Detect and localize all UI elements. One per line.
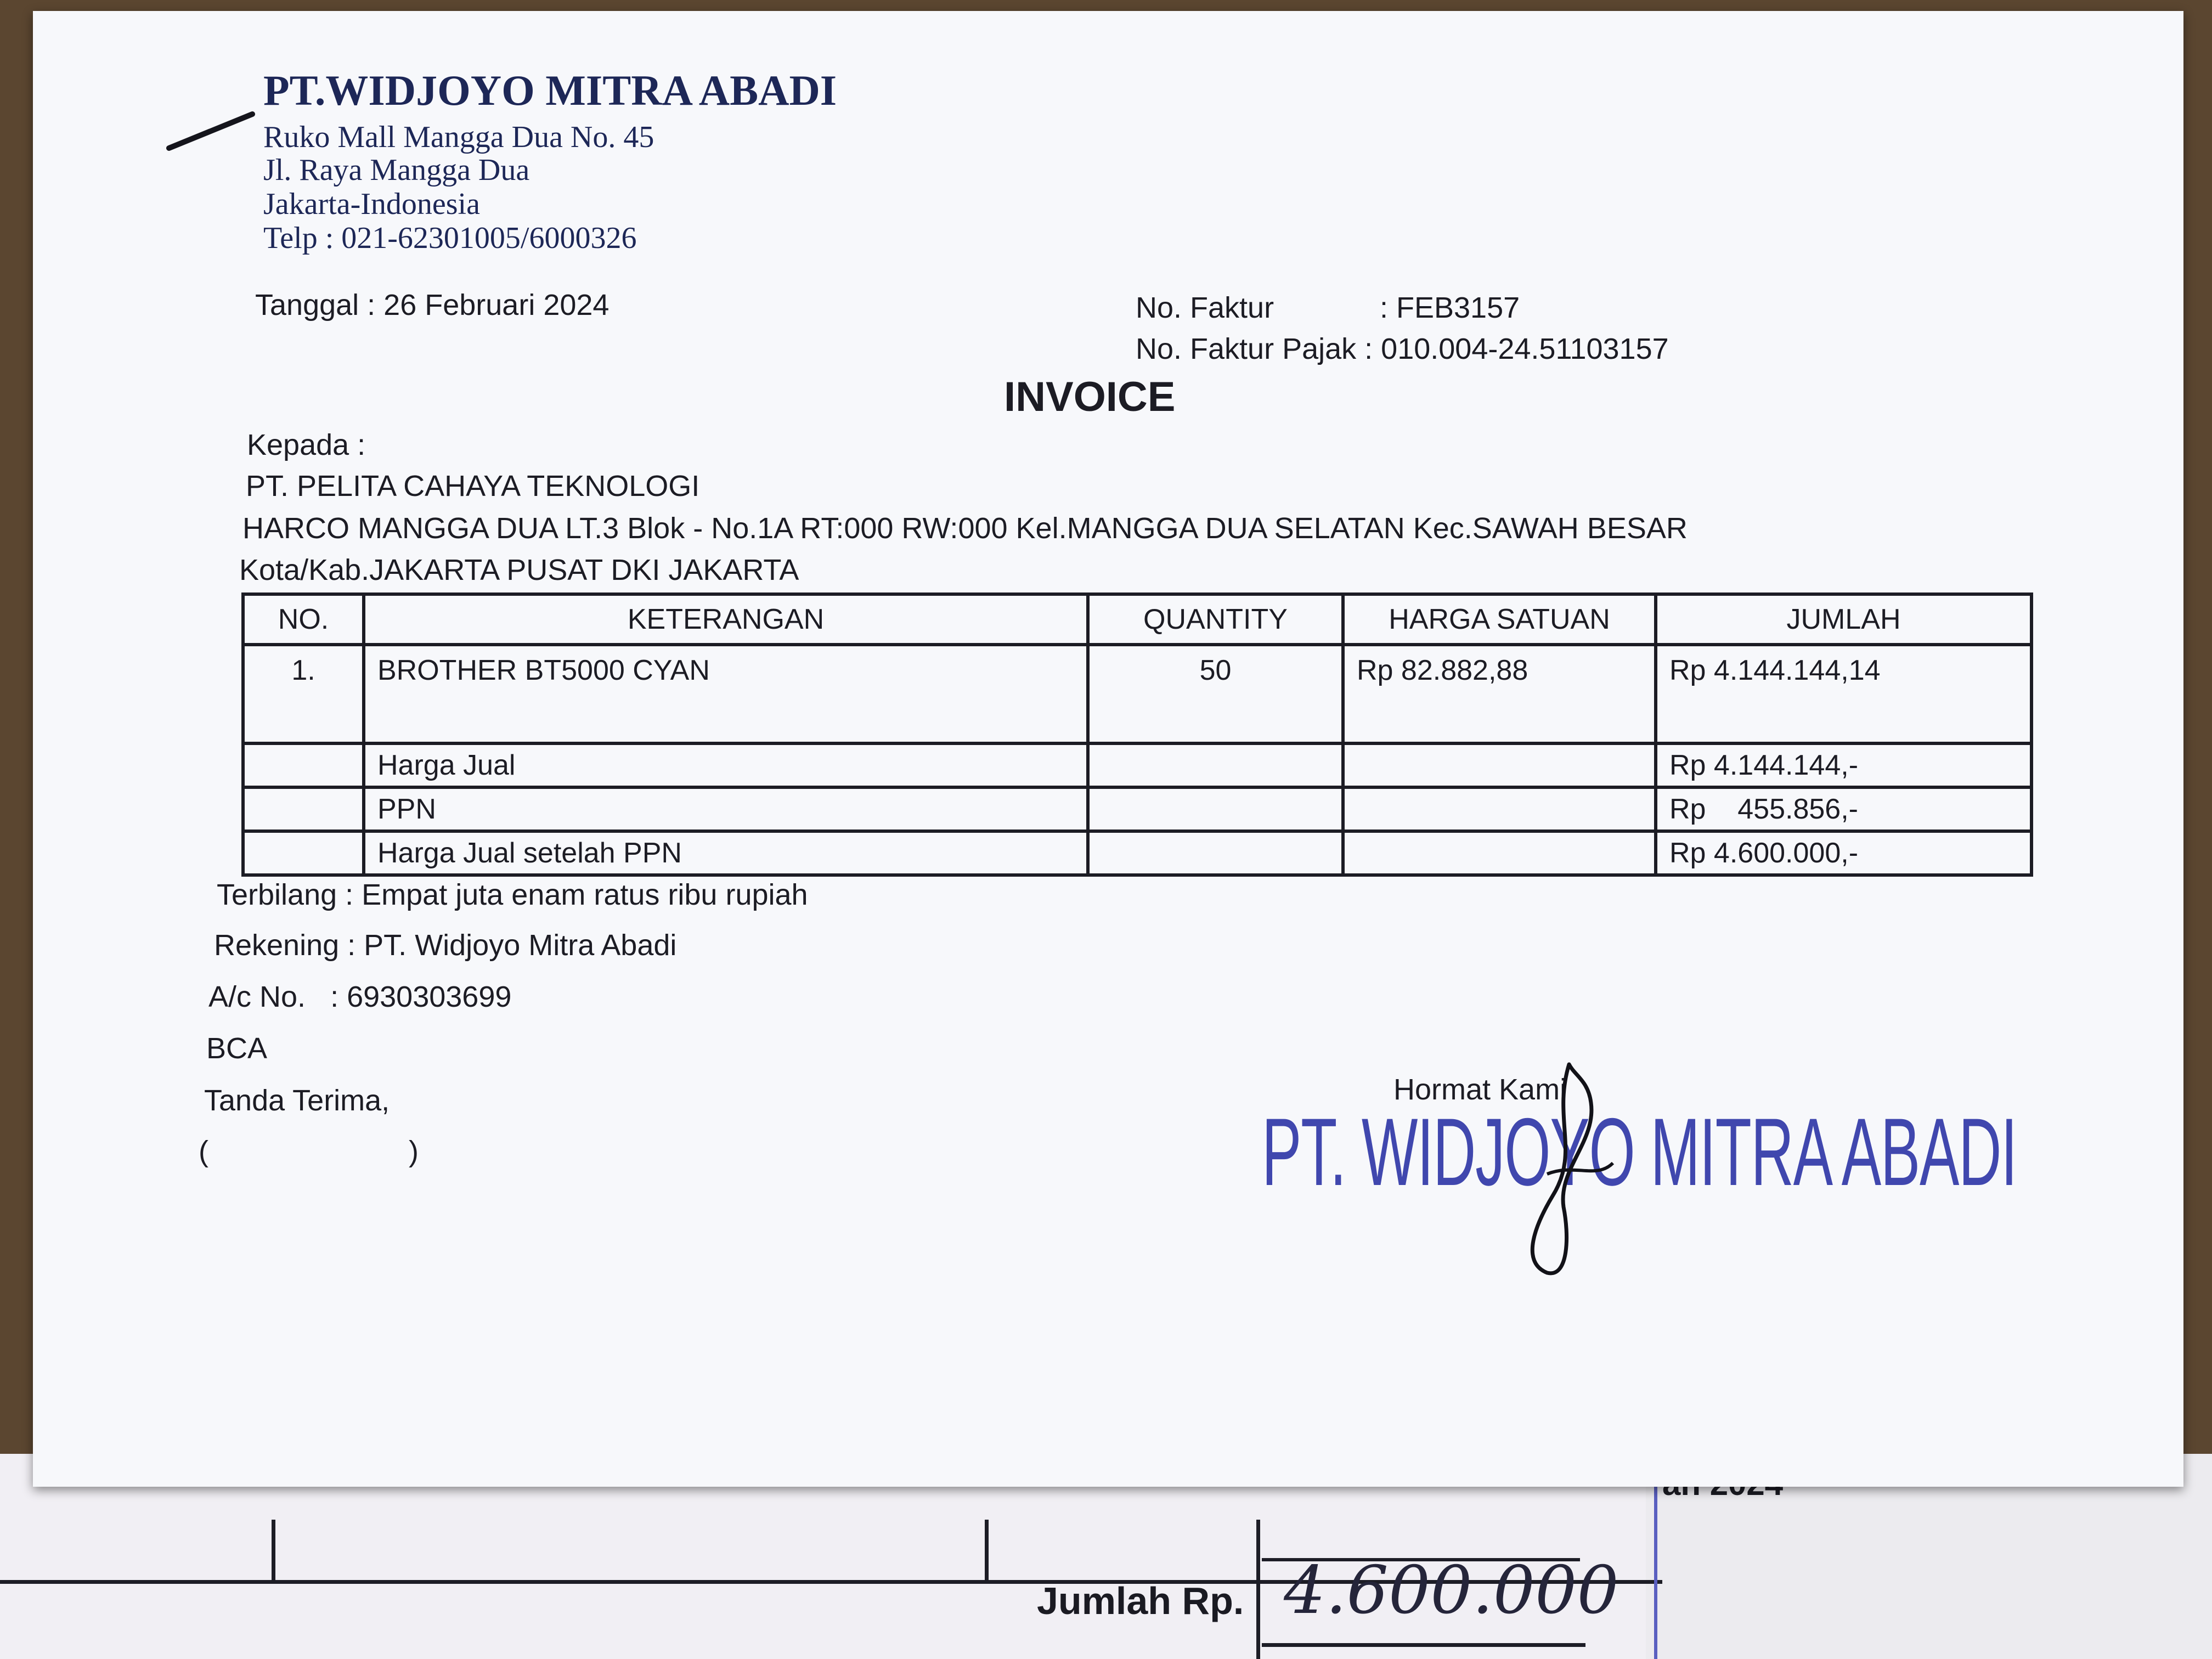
- company-address-line: Jakarta-Indonesia: [263, 187, 480, 221]
- company-address-line: Jl. Raya Mangga Dua: [263, 153, 530, 187]
- invoice-paper: [33, 11, 2183, 1487]
- summary-amount: Rp 4.144.144,-: [1656, 743, 2032, 787]
- summary-label: Harga Jual setelah PPN: [364, 831, 1088, 875]
- form-line: [272, 1520, 275, 1583]
- summary-amount: Rp 4.600.000,-: [1656, 831, 2032, 875]
- item-description: BROTHER BT5000 CYAN: [364, 645, 1088, 743]
- faktur-pajak: No. Faktur Pajak : 010.004-24.51103157: [1136, 332, 1669, 365]
- jumlah-handwritten-value: 4.600.000: [1284, 1553, 1619, 1629]
- signature-icon: [1487, 1053, 1651, 1284]
- summary-row: [243, 831, 2032, 875]
- account-number: A/c No. : 6930303699: [208, 980, 512, 1013]
- invoice-title: INVOICE: [1004, 374, 1176, 420]
- item-quantity: 50: [1088, 645, 1343, 743]
- recipient-name: PT. PELITA CAHAYA TEKNOLOGI: [246, 470, 700, 503]
- faktur-number: : FEB3157: [1380, 291, 1520, 324]
- form-line: [1262, 1643, 1585, 1647]
- company-name: PT.WIDJOYO MITRA ABADI: [263, 66, 837, 114]
- item-no: 1.: [243, 645, 364, 743]
- recipient-city: Kota/Kab.JAKARTA PUSAT DKI JAKARTA: [239, 554, 799, 586]
- signature-bracket-open: (: [199, 1135, 208, 1168]
- column-header: JUMLAH: [1656, 594, 2032, 645]
- form-line: [985, 1520, 989, 1583]
- column-header: HARGA SATUAN: [1343, 594, 1656, 645]
- recipient-address: HARCO MANGGA DUA LT.3 Blok - No.1A RT:000 RW:000 Kel.MANGGA DUA SELATAN Kec.SAWAH BESAR: [242, 512, 1688, 545]
- terbilang-text: Terbilang : Empat juta enam ratus ribu rupiah: [217, 878, 808, 911]
- item-unit-price: Rp 82.882,88: [1343, 645, 1656, 743]
- summary-label: PPN: [364, 787, 1088, 831]
- table-row: [243, 645, 2032, 743]
- summary-amount: Rp 455.856,-: [1656, 787, 2032, 831]
- form-line: [1256, 1520, 1260, 1659]
- bank-name: BCA: [206, 1032, 268, 1065]
- rekening-text: Rekening : PT. Widjoyo Mitra Abadi: [214, 929, 677, 962]
- company-phone: Telp : 021-62301005/6000326: [263, 221, 637, 255]
- summary-row: [243, 743, 2032, 787]
- table-header-row: [243, 594, 2032, 645]
- summary-row: [243, 787, 2032, 831]
- item-amount: Rp 4.144.144,14: [1656, 645, 2032, 743]
- recipient-label: Kepada :: [247, 428, 366, 461]
- jumlah-label: Jumlah Rp.: [1037, 1579, 1244, 1622]
- pen-mark-icon: [165, 110, 258, 154]
- invoice-table: [241, 592, 2033, 877]
- column-header: KETERANGAN: [364, 594, 1088, 645]
- form-line: [1654, 1476, 1657, 1659]
- hormat-kami-label: Hormat Kami: [1393, 1073, 1567, 1106]
- company-address-line: Ruko Mall Mangga Dua No. 45: [263, 120, 654, 154]
- signature-bracket-close: ): [409, 1135, 419, 1168]
- column-header: QUANTITY: [1088, 594, 1343, 645]
- company-stamp: PT. WIDJOYO MITRA ABADI: [1262, 1099, 2017, 1206]
- column-header: NO.: [243, 594, 364, 645]
- faktur-label: No. Faktur: [1136, 291, 1274, 324]
- tanda-terima-label: Tanda Terima,: [204, 1084, 390, 1117]
- invoice-date: Tanggal : 26 Februari 2024: [255, 289, 610, 321]
- summary-label: Harga Jual: [364, 743, 1088, 787]
